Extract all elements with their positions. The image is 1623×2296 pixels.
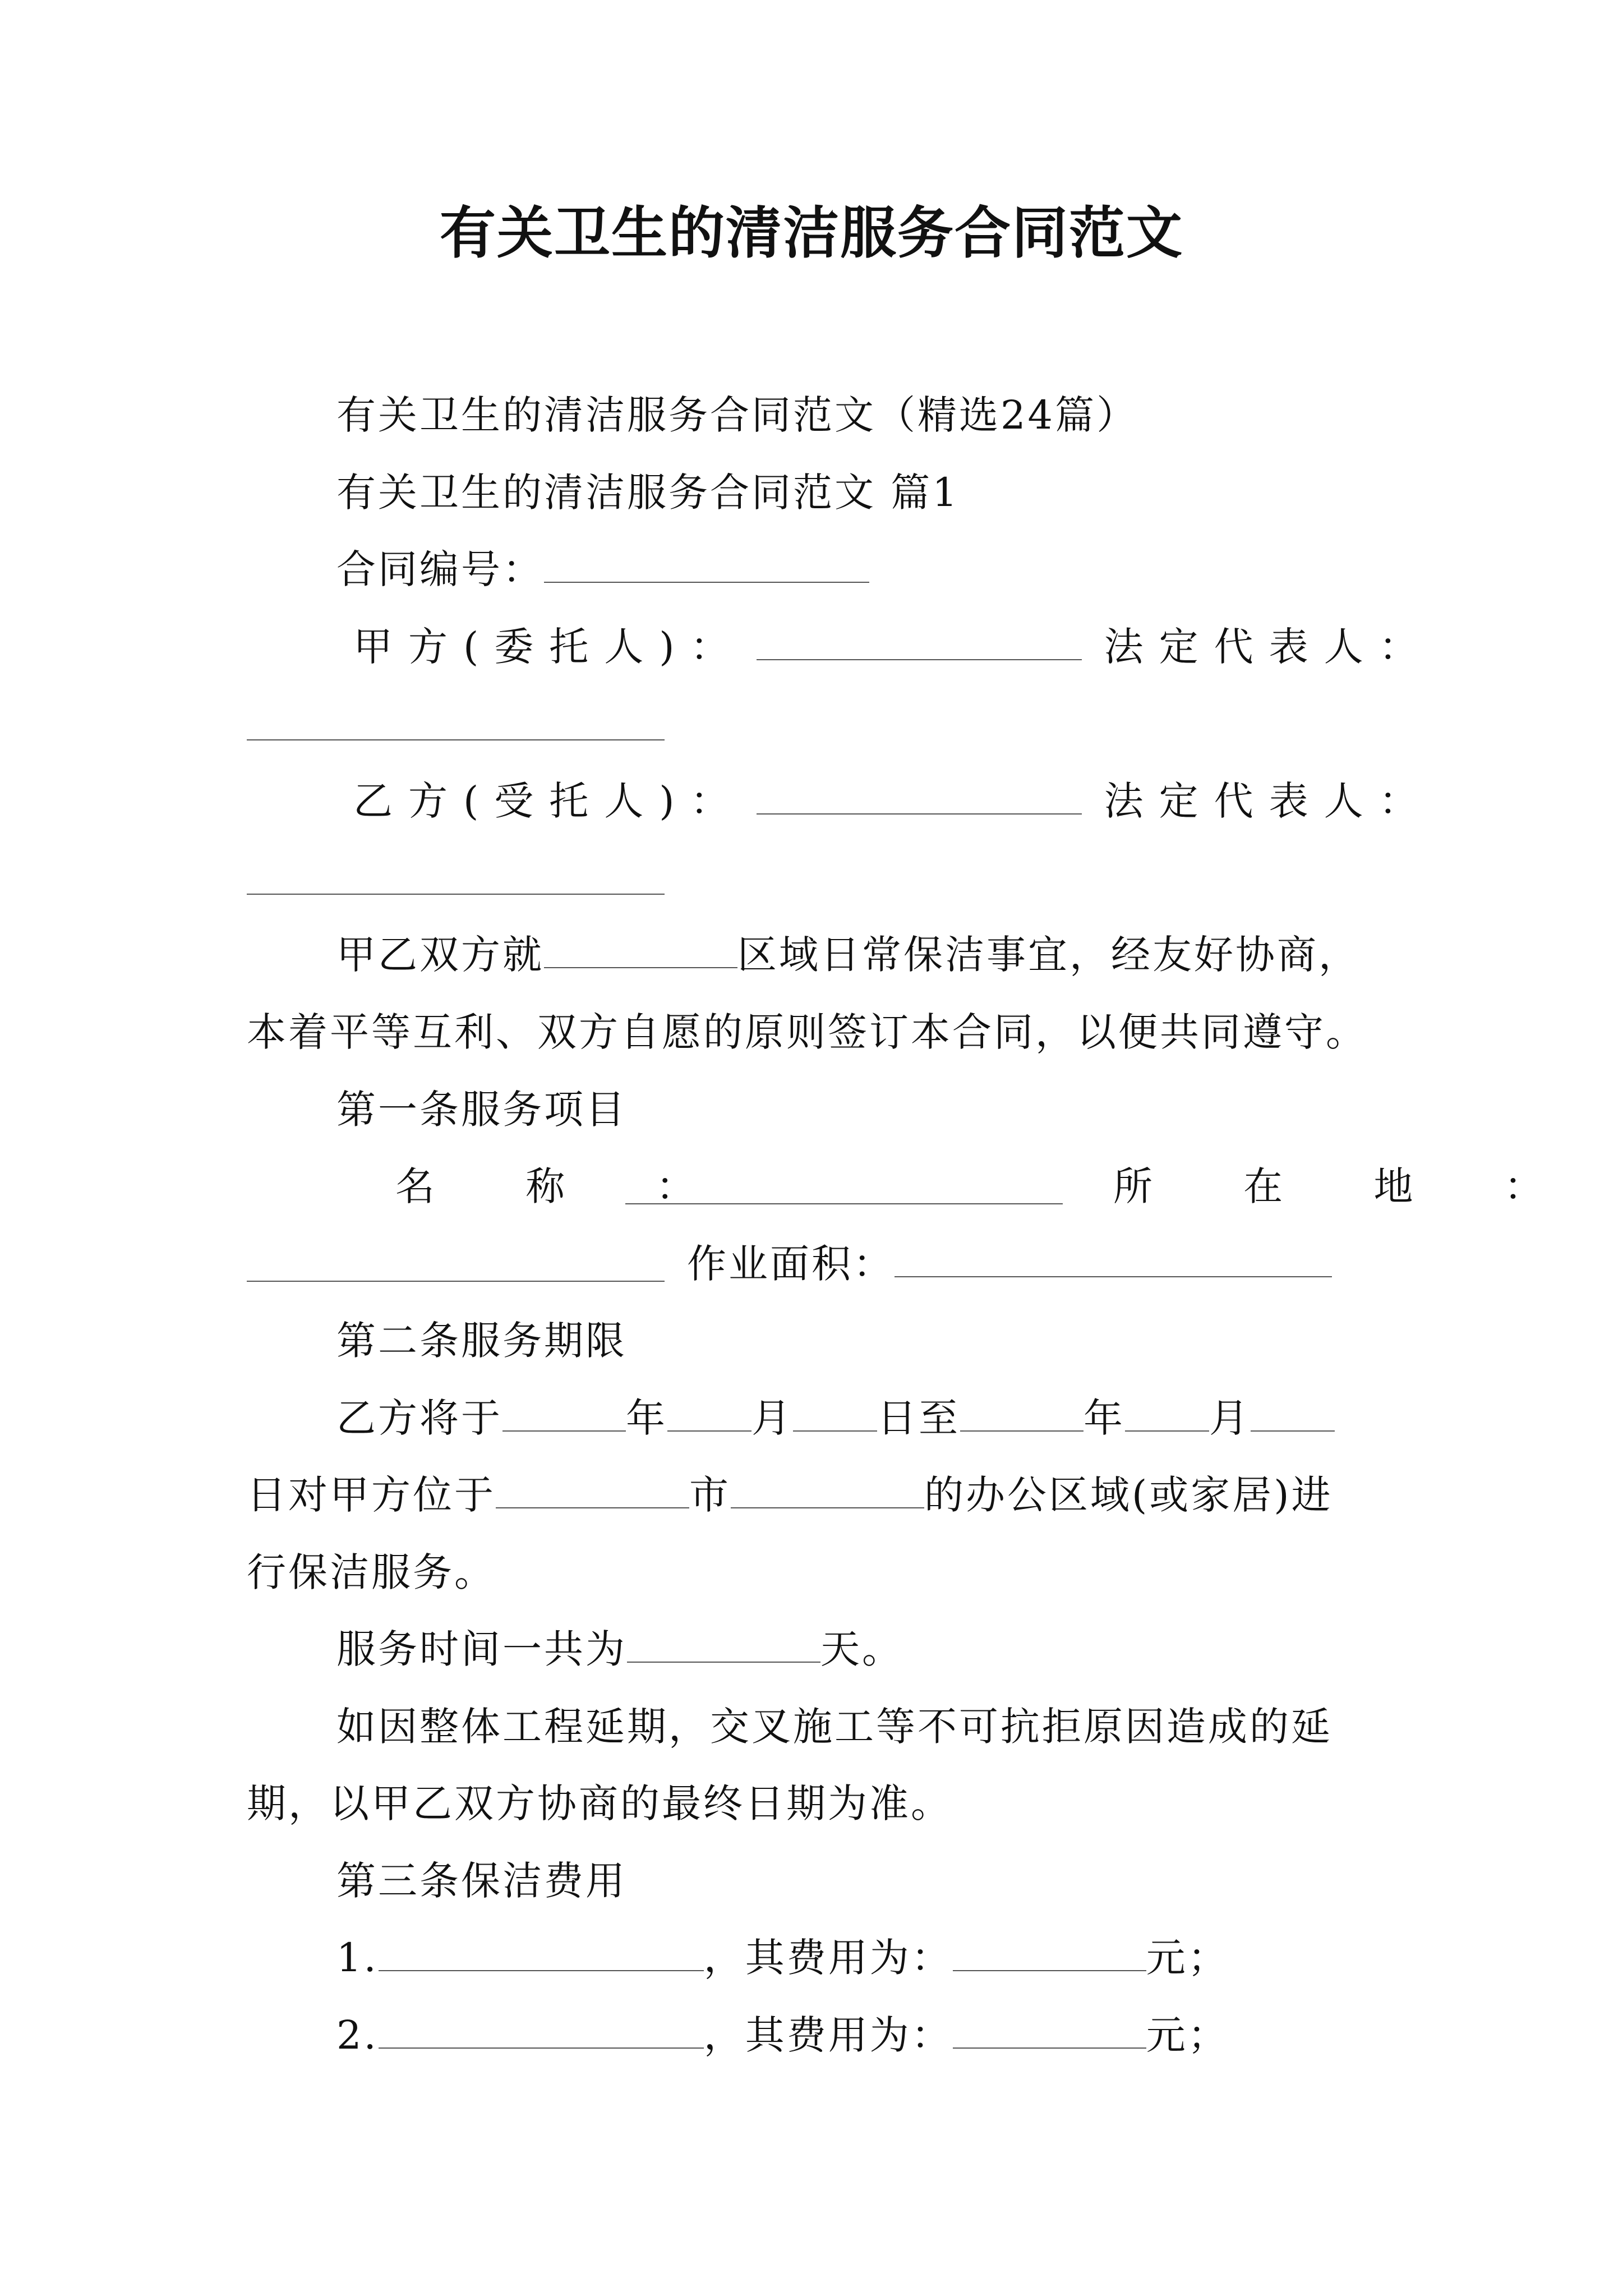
- area-blank: [895, 1244, 1332, 1277]
- district-blank: [731, 1475, 924, 1508]
- start-month-blank: [667, 1398, 751, 1432]
- fee-unit: 元；: [1146, 1935, 1229, 1981]
- start-day-blank: [793, 1398, 877, 1432]
- article1-heading: 第一条服务项目: [336, 1087, 627, 1133]
- location-blank: [247, 1281, 665, 1282]
- start-year-blank: [502, 1398, 626, 1432]
- fee-label: ，其费用为：: [703, 2012, 953, 2058]
- article2-heading: 第二条服务期限: [336, 1318, 627, 1364]
- location-line: [1113, 1158, 1583, 1214]
- article3-heading: 第三条保洁费用: [336, 1858, 627, 1904]
- service-duration-line: [336, 1621, 903, 1677]
- fee-amount-blank: [953, 1938, 1146, 1971]
- document-subtitle: 有关卫生的清洁服务合同范文（精选24篇）: [336, 392, 1138, 438]
- service-name-label: 名 称 ：: [395, 1163, 735, 1209]
- fee-label: ，其费用为：: [703, 1935, 953, 1981]
- end-day-blank: [1251, 1398, 1335, 1432]
- fee-unit: 元；: [1146, 2012, 1229, 2058]
- contract-number-line: [336, 541, 869, 597]
- duration-text-a: 服务时间一共为: [336, 1626, 627, 1672]
- service-name-blank: [625, 1203, 1063, 1204]
- intro-area-blank: [544, 935, 737, 968]
- fee-item-name-blank: [379, 2015, 704, 2049]
- party-b-rep-label: 法定代表人：: [1104, 778, 1434, 824]
- period-line2: [247, 1467, 1333, 1523]
- location-label: 所 在 地 ：: [1113, 1163, 1583, 1209]
- delay-line1: 如因整体工程延期，交叉施工等不可抗拒原因造成的延: [336, 1704, 1332, 1750]
- area-label: 作业面积：: [687, 1241, 895, 1287]
- period-line1: [336, 1390, 1335, 1446]
- month-text: 月: [751, 1395, 793, 1441]
- end-month-blank: [1125, 1398, 1209, 1432]
- year-text: 年: [626, 1395, 667, 1441]
- city-blank: [496, 1475, 689, 1508]
- fee-amount-blank: [953, 2015, 1146, 2049]
- city-text: 市: [689, 1472, 731, 1518]
- intro-paragraph-line1: [336, 927, 1360, 983]
- party-b-rep-blank: [247, 894, 665, 895]
- intro-text-a: 甲乙双方就: [336, 932, 544, 978]
- party-a-name-blank: [757, 627, 1082, 660]
- office-text: 的办公区域(或家居)进: [924, 1472, 1333, 1518]
- month-text-2: 月: [1209, 1395, 1251, 1441]
- contract-number-label: 合同编号：: [336, 546, 544, 592]
- day-to-text: 日至: [877, 1395, 960, 1441]
- party-a-line: [353, 619, 1434, 675]
- service-name-line: [395, 1158, 735, 1214]
- fee-item-1: [336, 1930, 1229, 1986]
- period-line3: 行保洁服务。: [247, 1549, 496, 1595]
- chapter-heading: 有关卫生的清洁服务合同范文 篇1: [336, 470, 960, 516]
- delay-line2: 期，以甲乙双方协商的最终日期为准。: [247, 1780, 952, 1826]
- party-b-label: 乙方(受托人)：: [353, 778, 745, 824]
- day-position-text: 日对甲方位于: [247, 1472, 496, 1518]
- fee-item-name-blank: [379, 1938, 704, 1971]
- fee-item-number: 1.: [336, 1935, 379, 1981]
- party-a-rep-blank: [247, 739, 665, 740]
- end-year-blank: [960, 1398, 1083, 1432]
- party-b-name-blank: [757, 781, 1082, 815]
- intro-paragraph-line2: 本着平等互利、双方自愿的原则签订本合同，以便共同遵守。: [247, 1009, 1367, 1055]
- contract-number-blank: [544, 549, 869, 583]
- intro-text-b: 区域日常保洁事宜，经友好协商，: [737, 932, 1360, 978]
- party-a-label: 甲方(委托人)：: [353, 624, 745, 670]
- document-title: 有关卫生的清洁服务合同范文: [440, 200, 1183, 266]
- fee-item-2: [336, 2007, 1229, 2063]
- party-a-rep-label: 法定代表人：: [1104, 624, 1434, 670]
- duration-text-b: 天。: [820, 1626, 903, 1672]
- year-text-2: 年: [1083, 1395, 1125, 1441]
- duration-days-blank: [627, 1629, 820, 1663]
- area-line: [687, 1236, 1332, 1292]
- period-from-text: 乙方将于: [336, 1395, 502, 1441]
- fee-item-number: 2.: [336, 2012, 379, 2058]
- party-b-line: [353, 773, 1434, 829]
